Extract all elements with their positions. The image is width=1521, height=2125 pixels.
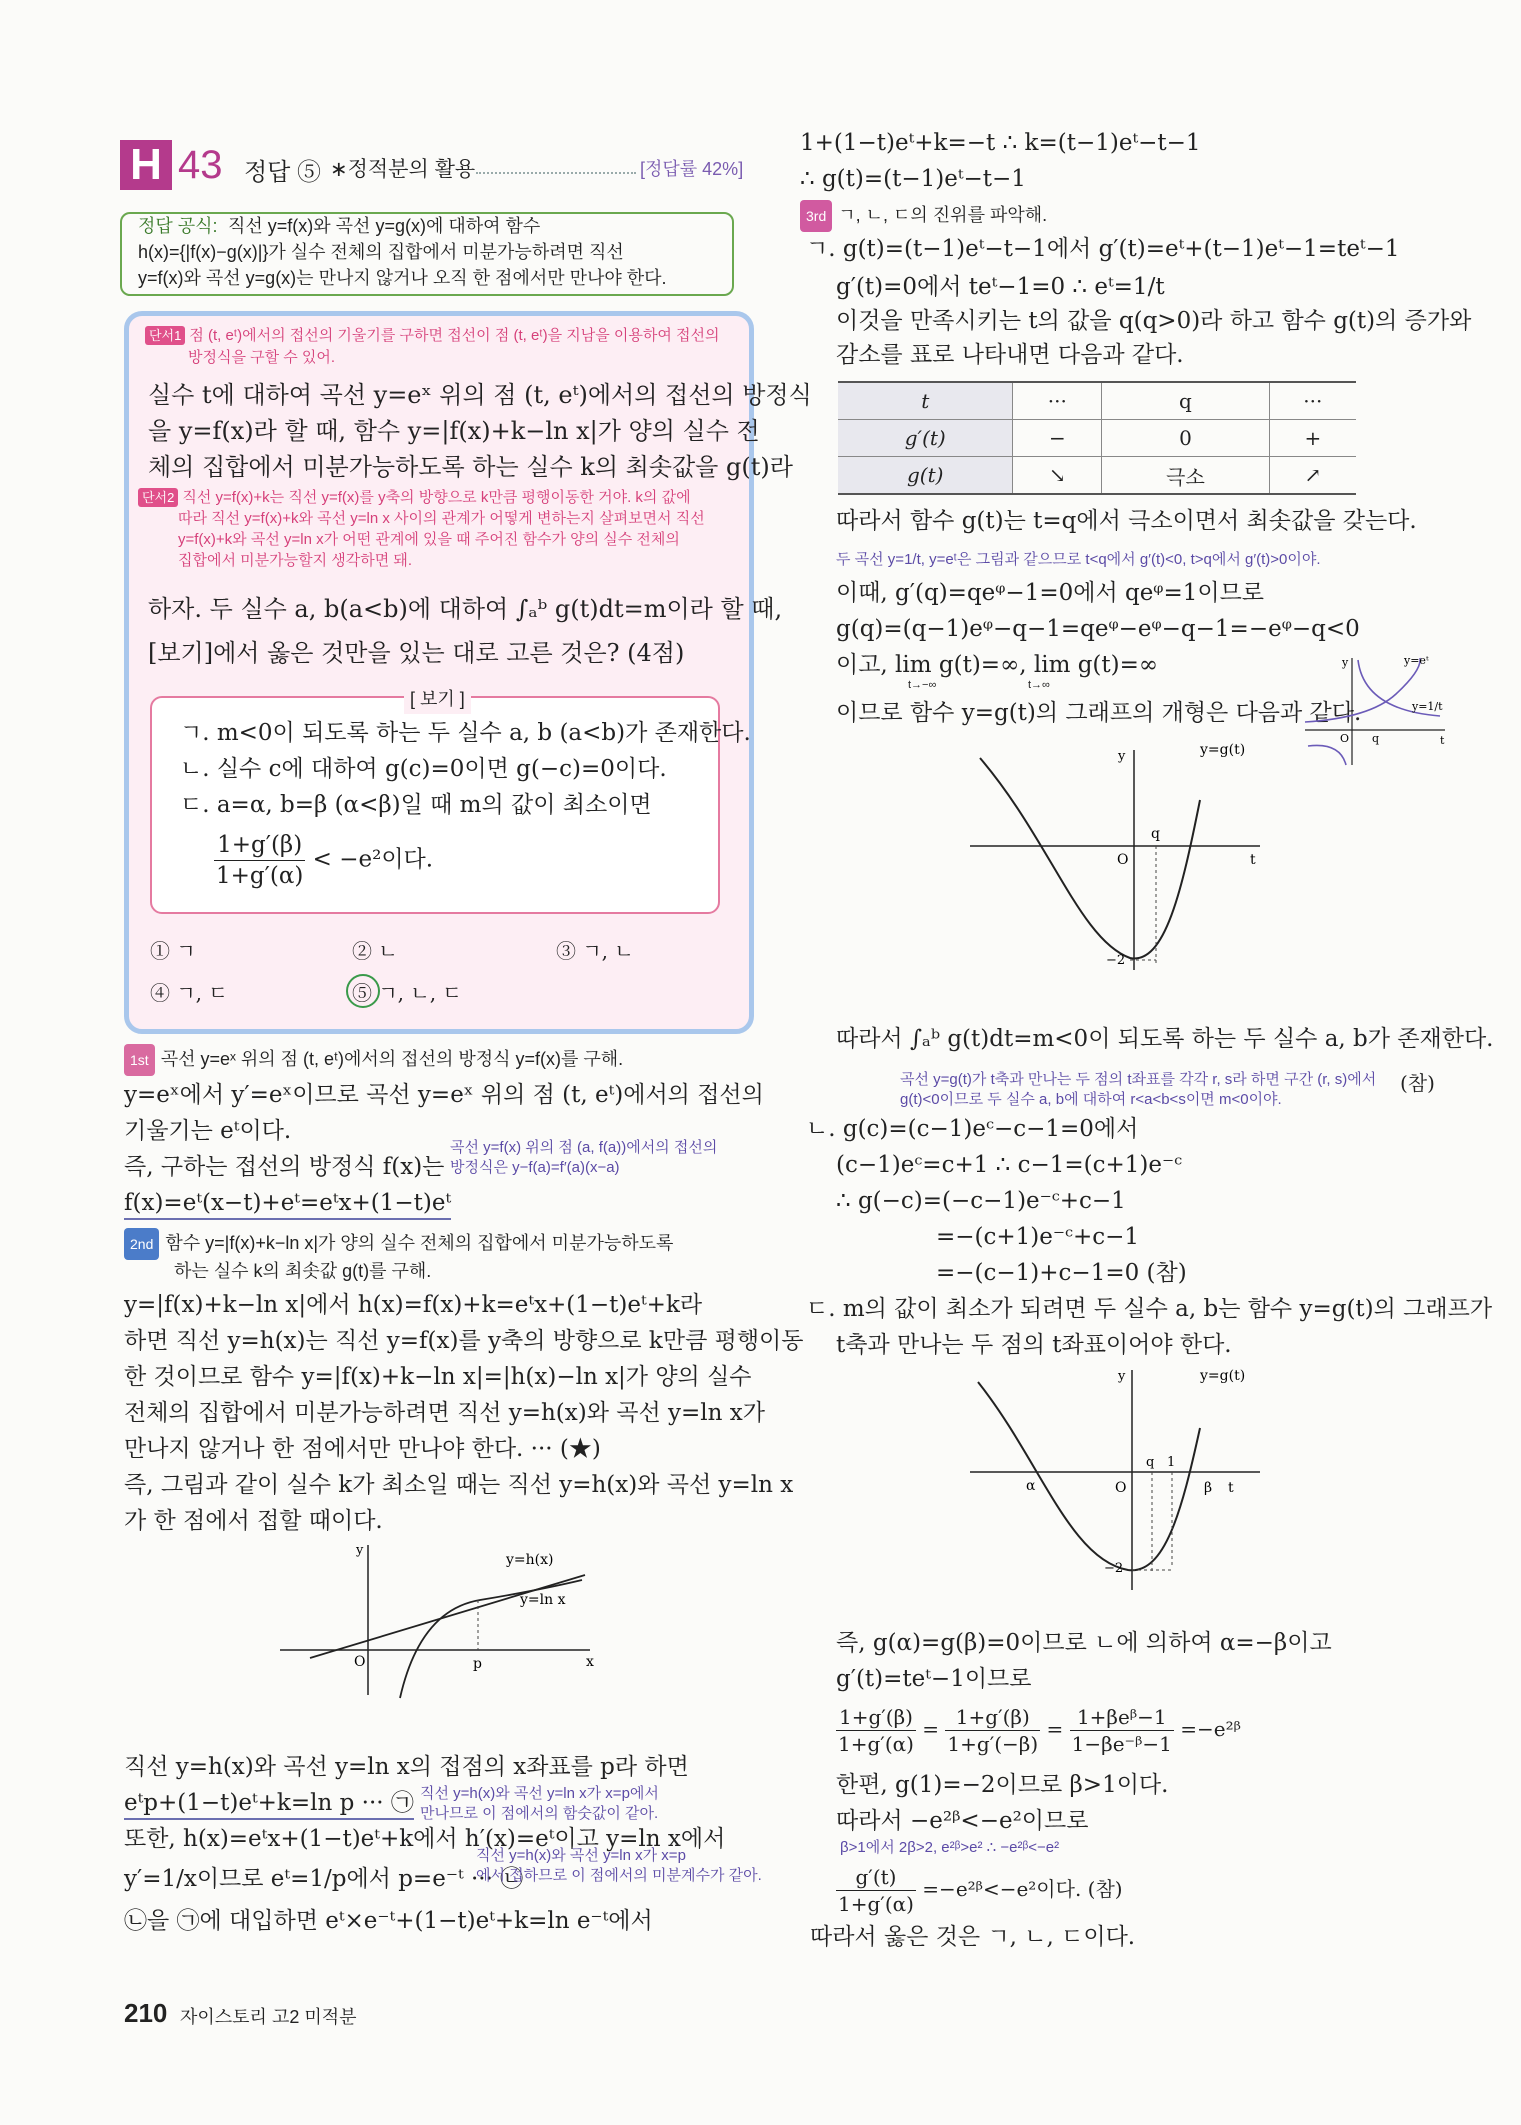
graph3-label-minus2: −2 <box>1104 1561 1124 1576</box>
part-d-line-3: 한편, g(1)=−2이므로 β>1이다. <box>836 1772 1169 1798</box>
hint2-line-1: 단서2 직선 y=f(x)+k는 직선 y=f(x)를 y축의 방향으로 k만큼 평행이동한 거야. k의 값에 <box>138 488 691 507</box>
part-b-line-3: g(q)=(q−1)eᵠ−q−1=qeᵠ−eᵠ−q−1=−eᵠ−q<0 <box>836 616 1360 642</box>
step1-note-2: 방정식은 y−f(a)=f′(a)(x−a) <box>450 1159 620 1176</box>
step2-line-6: 즉, 그림과 같이 실수 k가 최소일 때는 직선 y=h(x)와 곡선 y=ln x <box>124 1472 794 1498</box>
step3-line-5: ㉡을 ㉠에 대입하면 eᵗ×e⁻ᵗ+(1−t)eᵗ+k=ln e⁻ᵗ에서 <box>124 1908 653 1934</box>
part-c-line-2: ㄴ. g(c)=(c−1)eᶜ−c−1=0에서 <box>806 1116 1139 1142</box>
step3-note1-line-2: 만나므로 이 점에서의 함숫값이 같아. <box>420 1805 659 1822</box>
part-c-line-6: =−(c−1)+c−1=0 (참) <box>936 1260 1187 1286</box>
problem-line-2: 을 y=f(x)라 할 때, 함수 y=|f(x)+k−ln x|가 양의 실수 전 <box>148 417 760 445</box>
formula-label: 정답 공식: <box>138 216 218 236</box>
part-c-line-8: t축과 만나는 두 점의 t좌표이어야 한다. <box>836 1332 1232 1358</box>
table-cell: − <box>1013 420 1102 457</box>
part-d-fraction-chain: $\frac{1+g'(\beta)}{1+g'(\alpha)}$ = $\frac{1+g'(\beta)}{1+g'(-\beta)}$ = $\frac{\text{1+βeᵝ−1}}{\text{1−βe⁻ᵝ−1}}$ =−e²ᵝ <box>838 1705 1241 1756</box>
hint1-line-2: 방정식을 구할 수 있어. <box>188 349 336 366</box>
step3-note1-line-1: 직선 y=h(x)와 곡선 y=ln x가 x=p에서 <box>420 1785 659 1802</box>
graph-tangent-ln <box>270 1540 600 1700</box>
bogi-item-1: ㄱ. m<0이 되도록 하는 두 실수 a, b (a<b)가 존재한다. <box>180 720 751 746</box>
problem-number: 43 <box>178 143 223 187</box>
mini-exp-curve <box>1305 658 1420 722</box>
selected-answer-mark <box>346 974 380 1008</box>
lim-sub-1: t→−∞ <box>908 679 937 691</box>
lim-sub-2: t→∞ <box>1028 679 1050 691</box>
graph-g-alpha-beta <box>960 1360 1280 1600</box>
problem-line-5: [보기]에서 옳은 것만을 있는 대로 고른 것은? (4점) <box>148 639 685 667</box>
part-b-line-5: 이므로 함수 y=g(t)의 그래프의 개형은 다음과 같다. <box>836 700 1362 726</box>
part-c-true-1: (참) <box>1400 1071 1435 1095</box>
graph1-label-o: O <box>354 1654 366 1670</box>
step1-line-4: f(x)=eᵗ(x−t)+eᵗ=eᵗx+(1−t)eᵗ <box>124 1188 451 1220</box>
header-divider <box>476 172 636 174</box>
choice-2[interactable]: ② ㄴ <box>352 939 398 963</box>
step3-line-1: 직선 y=h(x)와 곡선 y=ln x의 접점의 x좌표를 p라 하면 <box>124 1754 689 1780</box>
step3-line-4: y′=1/x이므로 eᵗ=1/p에서 p=e⁻ᵗ ··· ㉡ <box>124 1866 524 1892</box>
graph3-label-t: t <box>1228 1480 1234 1496</box>
mini-label-1t: y=1/t <box>1412 700 1443 713</box>
graph2-label-minus2: −2 <box>1106 953 1126 968</box>
hint2-line-3: y=f(x)+k와 곡선 y=ln x가 어떤 관계에 있을 때 주어진 함수가 양의 실수 전체의 <box>178 531 680 548</box>
part-c-note-1: 곡선 y=g(t)가 t축과 만나는 두 점의 t좌표를 각각 r, s라 하면 구간 (r, s)에서 <box>900 1071 1377 1088</box>
graph3-label-q: q <box>1146 1455 1155 1470</box>
part-d-line-2: g′(t)=teᵗ−1이므로 <box>836 1666 1032 1692</box>
hint2-badge: 단서2 <box>138 488 178 507</box>
part-d-line-4: 따라서 −e²ᵝ<−e²이므로 <box>836 1808 1089 1834</box>
part-c-note-2: g(t)<0이므로 두 실수 a, b에 대하여 r<a<b<s이면 m<0이야. <box>900 1091 1282 1108</box>
table-cell: ↘ <box>1013 457 1102 495</box>
table-cell: ↗ <box>1269 457 1356 495</box>
step3-badge: 3rd <box>800 200 832 232</box>
step3-line-3: 또한, h(x)=eᵗx+(1−t)eᵗ+k에서 h′(x)=eᵗ이고 y=ln x에서 <box>124 1826 726 1852</box>
graph2-label-y: y <box>1118 749 1126 764</box>
graph3-label-1: 1 <box>1167 1455 1176 1470</box>
correct-rate: [정답률 42%] <box>640 159 744 179</box>
step3-note2-line-1: 직선 y=h(x)와 곡선 y=ln x가 x=p <box>476 1847 686 1864</box>
step3-note2-line-2: 에서 접하므로 이 점에서의 미분계수가 같아. <box>476 1867 762 1884</box>
choice-1[interactable]: ① ㄱ <box>150 939 196 963</box>
step2-line-4: 전체의 집합에서 미분가능하려면 직선 y=h(x)와 곡선 y=ln x가 <box>124 1400 765 1426</box>
step1-badge: 1st <box>124 1044 155 1076</box>
bogi-title: [ 보기 ] <box>404 684 471 714</box>
part-d-line-1: 즉, g(α)=g(β)=0이므로 ㄴ에 의하여 α=−β이고 <box>836 1630 1332 1656</box>
step2-title-1: 2nd 함수 y=|f(x)+k−ln x|가 양의 실수 전체의 집합에서 미분가능하도록 <box>124 1228 673 1260</box>
graph1-label-p: p <box>473 1656 482 1672</box>
book-title: 자이스토리 고2 미적분 <box>180 2007 357 2027</box>
part-c-line-5: =−(c+1)e⁻ᶜ+c−1 <box>936 1224 1140 1250</box>
graph1-label-x: x <box>586 1654 594 1670</box>
part-a-line-4: 감소를 표로 나타내면 다음과 같다. <box>836 342 1184 368</box>
mini-label-q: q <box>1372 732 1380 745</box>
table-header-cell: q <box>1102 382 1269 420</box>
mini-recip-curve-neg <box>1308 745 1346 765</box>
hint1-badge: 단서1 <box>145 326 185 345</box>
part-a-line-2: g′(t)=0에서 teᵗ−1=0 ∴ eᵗ=1/t <box>836 274 1165 300</box>
step2-line-2: 하면 직선 y=h(x)는 직선 y=f(x)를 y축의 방향으로 k만큼 평행이동 <box>124 1328 804 1354</box>
hint2-line-4: 집합에서 미분가능할지 생각하면 돼. <box>178 552 413 569</box>
choice-3[interactable]: ③ ㄱ, ㄴ <box>556 939 634 963</box>
part-d-final: $\frac{g'(t)}{1+g'(\alpha)}$ =−e²ᵝ<−e²이다. (참) <box>838 1865 1123 1916</box>
step2-line-1: y=|f(x)+k−ln x|에서 h(x)=f(x)+k=eᵗx+(1−t)eᵗ+k라 <box>124 1292 703 1318</box>
graph-g-of-t <box>960 740 1280 980</box>
table-cell: 극소 <box>1102 457 1269 495</box>
problem-line-4: 하자. 두 실수 a, b(a<b)에 대하여 ∫ₐᵇ g(t)dt=m이라 할 때, <box>148 595 783 623</box>
conclusion-line: 따라서 옳은 것은 ㄱ, ㄴ, ㄷ이다. <box>810 1924 1136 1950</box>
step2-badge: 2nd <box>124 1228 159 1260</box>
part-b-line-1: 따라서 함수 g(t)는 t=q에서 극소이면서 최솟값을 갖는다. <box>836 508 1417 534</box>
bogi-item-3: ㄷ. a=α, b=β (α<β)일 때 m의 값이 최소이면 <box>180 792 652 818</box>
table-header-cell: ··· <box>1013 382 1102 420</box>
part-b-note: 두 곡선 y=1/t, y=eᵗ은 그림과 같으므로 t<q에서 g′(t)<0, t>q에서 g′(t)>0이야. <box>836 551 1321 568</box>
graph3-label-y: y <box>1118 1369 1126 1384</box>
graph3-label-beta: β <box>1204 1480 1213 1496</box>
mini-graph-exp-recip <box>1300 650 1450 770</box>
graph2-label-o: O <box>1117 852 1129 868</box>
variation-table <box>838 381 1356 495</box>
bogi-item-2: ㄴ. 실수 c에 대하여 g(c)=0이면 g(−c)=0이다. <box>180 756 667 782</box>
graph2-g-curve <box>980 758 1200 958</box>
formula-line-3: y=f(x)와 곡선 y=g(x)는 만나지 않거나 오직 한 점에서만 만나야 한다. <box>138 268 667 288</box>
integral-expression: ∫ₐᵇ g(t)dt=m <box>515 595 667 623</box>
hint1-line-1: 단서1 점 (t, eᵗ)에서의 접선의 기울기를 구하면 접선이 점 (t, eᵗ)을 지남을 이용하여 접선의 <box>145 326 720 345</box>
choice-5[interactable]: ⑤ ㄱ, ㄴ, ㄷ <box>352 981 462 1005</box>
graph3-label-alpha: α <box>1026 1478 1036 1494</box>
graph1-label-h: y=h(x) <box>506 1552 554 1568</box>
page-number: 210 <box>124 1998 168 2028</box>
part-c-line-7: ㄷ. m의 값이 최소가 되려면 두 실수 a, b는 함수 y=g(t)의 그래프가 <box>806 1296 1493 1322</box>
answer-label: 정답 ⑤ <box>244 159 322 186</box>
table-cell: g′(t) <box>838 420 1013 457</box>
graph3-label-g: y=g(t) <box>1200 1368 1246 1384</box>
step1-line-3: 즉, 구하는 접선의 방정식 f(x)는 <box>124 1154 445 1180</box>
part-d-note: β>1에서 2β>2, e²ᵝ>e² ∴ −e²ᵝ<−e² <box>840 1839 1060 1856</box>
right-top-line-2: ∴ g(t)=(t−1)eᵗ−t−1 <box>800 166 1026 192</box>
step1-title: 1st 곡선 y=eˣ 위의 점 (t, eᵗ)에서의 접선의 방정식 y=f(x)를 구해. <box>124 1044 623 1076</box>
choice-4[interactable]: ④ ㄱ, ㄷ <box>150 981 228 1005</box>
right-top-line-1: 1+(1−t)eᵗ+k=−t ∴ k=(t−1)eᵗ−t−1 <box>800 130 1201 156</box>
table-cell: 0 <box>1102 420 1269 457</box>
step2-title-2: 하는 실수 k의 최솟값 g(t)를 구해. <box>174 1261 432 1281</box>
graph2-label-q: q <box>1151 826 1160 842</box>
mini-label-et: y=eᵗ <box>1404 654 1429 667</box>
step2-line-7: 가 한 점에서 접할 때이다. <box>124 1508 383 1534</box>
graph1-label-y: y <box>356 1543 364 1558</box>
step2-line-5: 만나지 않거나 한 점에서만 만나야 한다. ··· (★) <box>124 1436 601 1462</box>
table-header-cell: t <box>838 382 1013 420</box>
hint2-line-2: 따라 직선 y=f(x)+k와 곡선 y=ln x 사이의 관계가 어떻게 변하는지 살펴보면서 직선 <box>178 510 705 527</box>
mini-label-t: t <box>1440 734 1445 747</box>
formula-line-2: h(x)={|f(x)−g(x)|}가 실수 전체의 집합에서 미분가능하려면 직선 <box>138 242 624 262</box>
part-b-line-4: 이고, lim g(t)=∞, lim g(t)=∞ <box>836 652 1159 678</box>
step1-line-1: y=eˣ에서 y′=eˣ이므로 곡선 y=eˣ 위의 점 (t, eᵗ)에서의 접선의 <box>124 1082 764 1108</box>
problem-line-1: 실수 t에 대하여 곡선 y=eˣ 위의 점 (t, eᵗ)에서의 접선의 방정식 <box>148 381 812 409</box>
part-a-line-1: ㄱ. g(t)=(t−1)eᵗ−t−1에서 g′(t)=eᵗ+(t−1)eᵗ−1=teᵗ−1 <box>806 236 1400 262</box>
step1-note-1: 곡선 y=f(x) 위의 점 (a, f(a))에서의 접선의 <box>450 1139 718 1156</box>
table-header-cell: ··· <box>1269 382 1356 420</box>
step2-line-3: 한 것이므로 함수 y=|f(x)+k−ln x|=|h(x)−ln x|가 양의 실수 <box>124 1364 752 1390</box>
table-cell: + <box>1269 420 1356 457</box>
formula-line-1: 직선 y=f(x)와 곡선 y=g(x)에 대하여 함수 <box>228 216 541 236</box>
part-a-line-3: 이것을 만족시키는 t의 값을 q(q>0)라 하고 함수 g(t)의 증가와 <box>836 308 1472 334</box>
mini-label-y: y <box>1342 656 1349 669</box>
problem-badge: H <box>120 140 172 190</box>
graph3-g-curve <box>978 1382 1200 1570</box>
part-c-line-1: 따라서 ∫ₐᵇ g(t)dt=m<0이 되도록 하는 두 실수 a, b가 존재한다. <box>836 1026 1494 1052</box>
step3-title: 3rd ㄱ, ㄴ, ㄷ의 진위를 파악해. <box>800 200 1047 232</box>
part-c-line-4: ∴ g(−c)=(−c−1)e⁻ᶜ+c−1 <box>836 1188 1126 1214</box>
topic-label: ∗정적분의 활용 <box>330 158 476 181</box>
graph3-label-o: O <box>1115 1480 1127 1496</box>
part-c-line-3: (c−1)eᶜ=c+1 ∴ c−1=(c+1)e⁻ᶜ <box>836 1152 1183 1178</box>
graph1-label-ln: y=ln x <box>520 1592 566 1608</box>
mini-label-o: O <box>1340 732 1350 745</box>
bogi-item-3-fraction: $\frac{1+g'(\beta)}{1+g'(\alpha)}$ < −e²이다. <box>216 832 434 889</box>
graph2-label-g: y=g(t) <box>1200 742 1246 758</box>
table-cell: g(t) <box>838 457 1013 495</box>
step1-line-2: 기울기는 eᵗ이다. <box>124 1118 292 1144</box>
graph2-label-t: t <box>1250 852 1256 868</box>
problem-line-3: 체의 집합에서 미분가능하도록 하는 실수 k의 최솟값을 g(t)라 <box>148 453 793 481</box>
part-b-line-2: 이때, g′(q)=qeᵠ−1=0에서 qeᵠ=1이므로 <box>836 580 1265 606</box>
step3-line-2: eᵗp+(1−t)eᵗ+k=ln p ··· ㉠ <box>124 1788 414 1820</box>
